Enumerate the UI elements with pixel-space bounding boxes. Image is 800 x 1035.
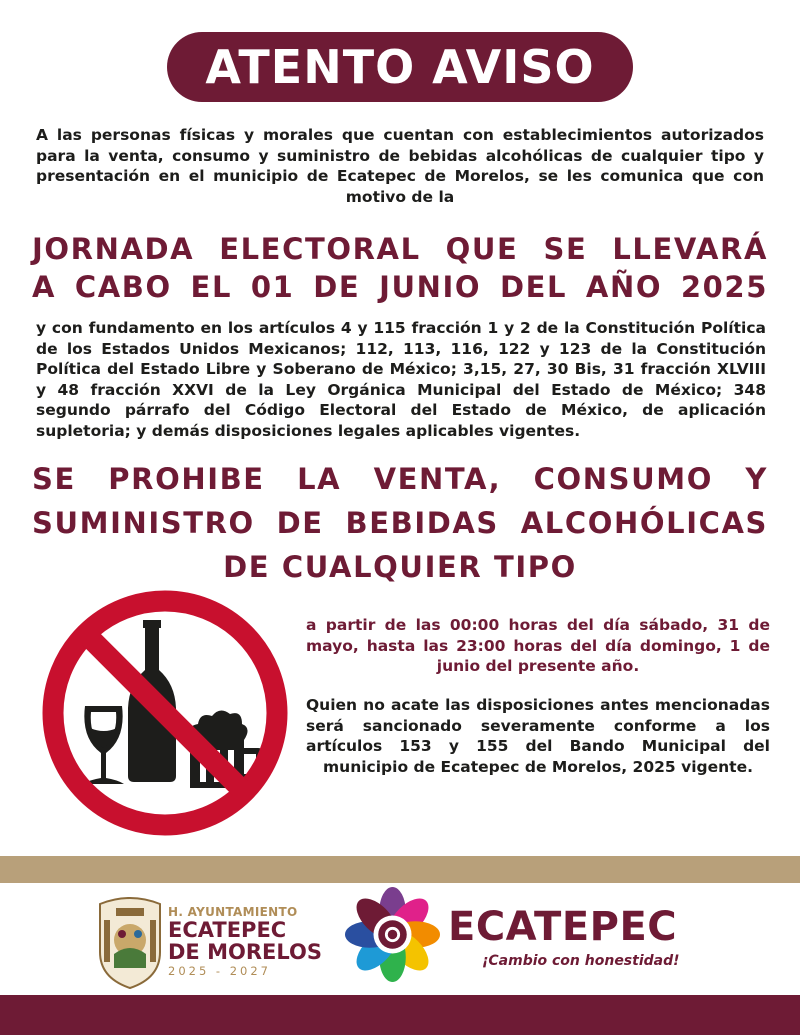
footer-divider-band — [0, 856, 800, 883]
ayuntamiento-logotype — [168, 905, 322, 978]
legal-basis-paragraph: y con fundamento en los artículos 4 y 115 fracción 1 y 2 de la Constitución Política de los Estados Unidos Mexicanos; 112, 113, 116, 122 y 123 de la Constitución Política del Estado Libre y Soberano de México; 3,15, 27, 30 Bis, 31 fracción XLVIII y 48 fracción XXVI de la Ley Orgánica Municipal del Estado de México; 348 segundo párrafo del Código Electoral del Estado de México, de aplicación supletoria; y demás disposiciones legales aplicables vigentes. — [36, 319, 766, 440]
event-heading-line1: JORNADA ELECTORAL QUE SE LLEVARÁ — [32, 232, 768, 266]
footer-bottom-band — [0, 995, 800, 1035]
wine-glass-icon — [83, 706, 124, 784]
brand-name: ECATEPEC — [448, 904, 678, 950]
coat-of-arms-icon — [94, 890, 166, 990]
prohibition-heading-line2: SUMINISTRO DE BEBIDAS ALCOHÓLICAS — [32, 506, 768, 540]
prohibition-heading-line3: DE CUALQUIER TIPO — [223, 550, 577, 584]
event-heading-line2: A CABO EL 01 DE JUNIO DEL AÑO 2025 — [32, 270, 768, 304]
municipality-name-suffix: DE MORELOS — [168, 940, 322, 964]
schedule-text: a partir de las 00:00 horas del día sábado, 31 de mayo, hasta las 23:00 horas del día domingo, 1 de junio del presente año. — [306, 616, 770, 675]
intro-paragraph: A las personas físicas y morales que cuentan con establecimientos autorizados para la venta, consumo y suministro de bebidas alcohólicas de cualquier tipo y presentación en el municipio de Ecatepec de Morelos, se les comunica que con motivo de la — [36, 126, 764, 206]
administration-period: 2025 - 2027 — [168, 964, 271, 978]
page-title: ATENTO AVISO — [205, 40, 595, 94]
ecatepec-flower-logo — [345, 887, 440, 982]
prohibition-heading-line1: SE PROHIBE LA VENTA, CONSUMO Y — [32, 462, 768, 496]
municipality-name: ECATEPEC — [168, 918, 287, 942]
ayuntamiento-label: H. AYUNTAMIENTO — [168, 905, 298, 919]
brand-slogan: ¡Cambio con honestidad! — [482, 953, 680, 969]
title-banner — [167, 32, 633, 102]
penalty-text: Quien no acate las disposiciones antes mencionadas será sancionado severamente conforme a los artículos 153 y 155 del Bando Municipal del municipio de Ecatepec de Morelos, 2025 vigente. — [306, 696, 770, 776]
no-alcohol-icon — [40, 588, 290, 838]
